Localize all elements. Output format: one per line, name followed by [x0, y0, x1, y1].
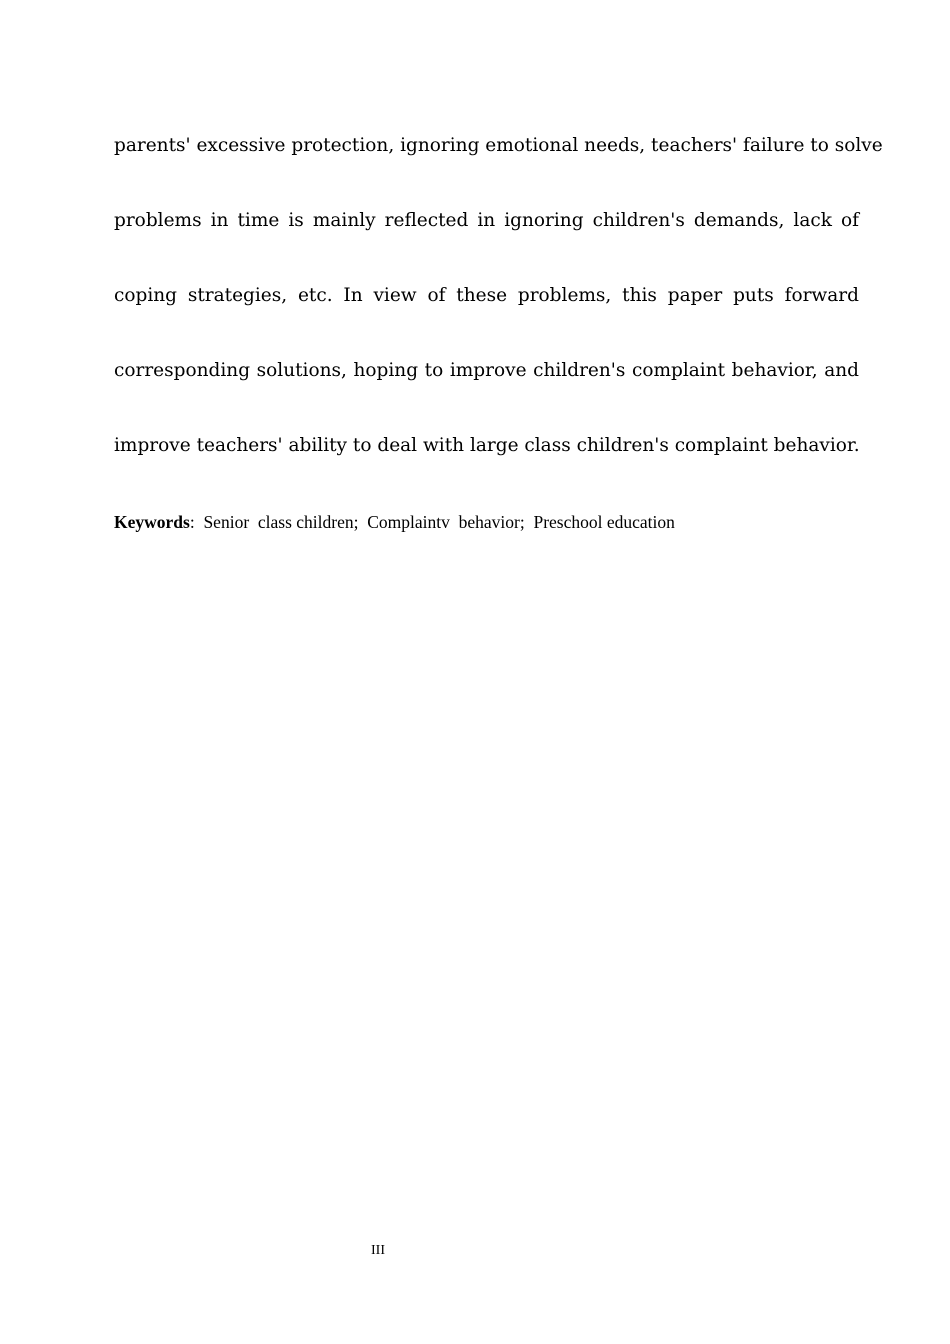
keywords-separator: :: [189, 512, 204, 532]
abstract-paragraph: [114, 108, 883, 483]
keywords-terms: Senior class children; Complaintv behavior; Preschool education: [203, 512, 675, 532]
abstract-line: improve teachers' ability to deal with large class children's complaint behavior.: [114, 435, 860, 456]
abstract-line: parents' excessive protection, ignoring emotional needs, teachers' failure to solve: [114, 135, 883, 156]
page-number: III: [371, 1243, 385, 1258]
keywords-line: [114, 512, 675, 533]
abstract-line: corresponding solutions, hoping to improve children's complaint behavior, and: [114, 360, 859, 381]
abstract-line: problems in time is mainly reflected in ignoring children's demands, lack of: [114, 210, 859, 231]
abstract-line: coping strategies, etc. In view of these problems, this paper puts forward: [114, 285, 859, 306]
keywords-label: Keywords: [114, 512, 190, 532]
